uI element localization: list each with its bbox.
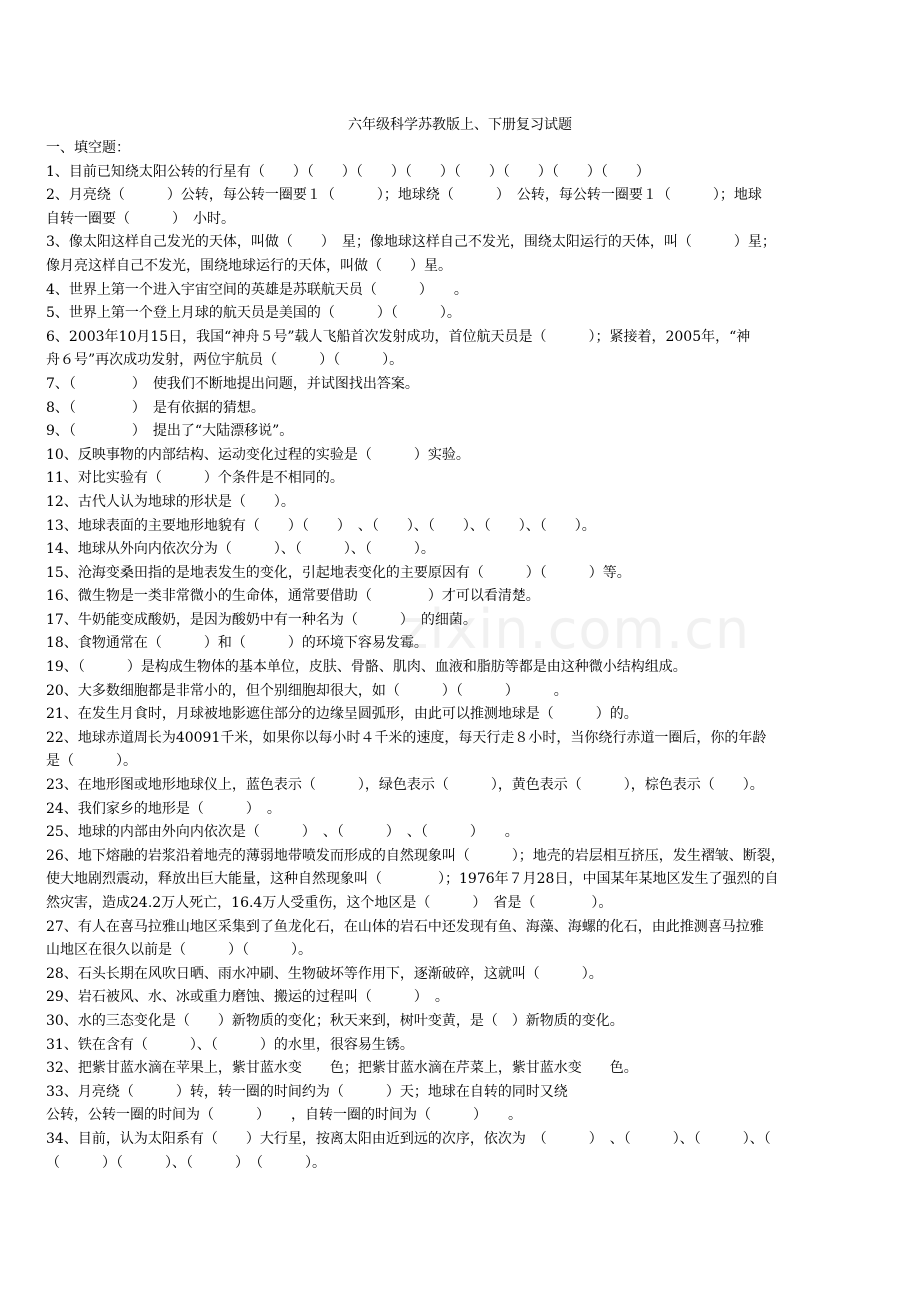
text-line: 29、岩石被风、水、冰或重力磨蚀、搬运的过程叫（ ） 。: [46, 989, 449, 1006]
text-line: 25、地球的内部由外向内依次是（ ） 、（ ） 、（ ） 。: [46, 824, 519, 841]
text-line: 22、地球赤道周长为40091千米，如果你以每小时４千米的速度，每天行走８小时，当你绕行赤道一圈后，你的年龄: [46, 729, 767, 746]
text-line: 然灾害，造成24.2万人死亡，16.4万人受重伤，这个地区是（ ） 省是（ ）。: [46, 895, 613, 911]
text-line: 9、（ ） 提出了“大陆漂移说”。: [46, 423, 294, 440]
text-line: 1、目前已知绕太阳公转的行星有（ ）（ ）（ ）（ ）（ ）（ ）（ ）（ ）: [46, 163, 650, 180]
text-line: 27、有人在喜马拉雅山地区采集到了鱼龙化石，在山体的岩石中还发现有鱼、海藻、海螺的化石，由此推测喜马拉雅: [46, 918, 764, 935]
text-line: 17、牛奶能变成酸奶，是因为酸奶中有一种名为（ ） 的细菌。: [46, 611, 477, 628]
text-line: 山地区在很久以前是（ ）（ ）。: [46, 942, 312, 959]
text-line: 18、食物通常在（ ）和（ ）的环境下容易发霉。: [46, 635, 428, 652]
text-line: 15、沧海变桑田指的是地表发生的变化，引起地表变化的主要原因有（ ）（ ）等。: [46, 564, 631, 581]
text-line: 24、我们家乡的地形是（ ） 。: [46, 800, 281, 817]
text-line: 4、世界上第一个进入宇宙空间的英雄是苏联航天员（ ） 。: [46, 281, 468, 298]
text-line: 是（ ）。: [46, 753, 137, 770]
text-line: 10、反映事物的内部结构、运动变化过程的实验是（ ）实验。: [46, 446, 470, 463]
text-line: 28、石头长期在风吹日晒、雨水冲刷、生物破坏等作用下，逐渐破碎，这就叫（ ）。: [46, 965, 603, 982]
text-line: 像月亮这样自己不发光，围绕地球运行的天体，叫做（ ）星。: [46, 257, 452, 274]
text-line: 8、（ ） 是有依据的猜想。: [46, 399, 265, 416]
text-line: 12、古代人认为地球的形状是（ ）。: [46, 493, 295, 510]
text-line: 20、大多数细胞都是非常小的，但个别细胞却很大，如（ ）（ ） 。: [46, 682, 568, 699]
text-line: 30、水的三态变化是（ ）新物质的变化；秋天来到，树叶变黄，是（ ）新物质的变化。: [46, 1012, 624, 1029]
text-line: 自转一圈要（ ） 小时。: [46, 210, 235, 227]
document-title: 六年级科学苏教版上、下册复习试题: [348, 117, 572, 133]
text-line: 5、世界上第一个登上月球的航天员是美国的（ ）（ ）。: [46, 305, 461, 322]
text-line: 32、把紫甘蓝水滴在苹果上，紫甘蓝水变 色；把紫甘蓝水滴在芹菜上，紫甘蓝水变 色。: [46, 1060, 638, 1077]
text-line: 14、地球从外向内依次分为（ ）、（ ）、（ ）。: [46, 541, 435, 558]
text-line: 11、对比实验有（ ）个条件是不相同的。: [46, 470, 344, 487]
text-line: 3、像太阳这样自己发光的天体，叫做（ ） 星；像地球这样自己不发光，围绕太阳运行的天体，叫（ ）星；: [46, 234, 776, 251]
text-line: 舟６号”再次成功发射，两位宇航员（ ）（ ）。: [46, 352, 404, 369]
text-line: 33、月亮绕（ ）转，转一圈的时间约为（ ）天；地球在自转的同时又绕: [46, 1083, 568, 1100]
text-line: 6、2003年10月15日，我国“神舟５号”载人飞船首次发射成功，首位航天员是（ ）；紧接着，2005年，“神: [46, 328, 751, 345]
text-line: 13、地球表面的主要地形地貌有（ ）（ ） 、（ ）、（ ）、（ ）、（ ）。: [46, 517, 596, 534]
text-line: 一、填空题：: [46, 140, 130, 156]
text-line: 31、铁在含有（ ）、（ ）的水里，很容易生锈。: [46, 1036, 414, 1053]
text-line: 7、（ ） 使我们不断地提出问题，并试图找出答案。: [46, 375, 419, 392]
text-line: 26、地下熔融的岩浆沿着地壳的薄弱地带喷发而形成的自然现象叫（ ）；地壳的岩层相互挤压，发生褶皱、断裂，: [46, 847, 785, 864]
text-line: （ ）（ ）、（ ） （ ）。: [46, 1154, 326, 1171]
text-line: 公转，公转一圈的时间为（ ） ，自转一圈的时间为（ ） 。: [46, 1107, 522, 1124]
text-line: 23、在地形图或地形地球仪上，蓝色表示（ ），绿色表示（ ），黄色表示（ ），棕色表示（ ）。: [46, 777, 764, 794]
text-line: 使大地剧烈震动，释放出巨大能量，这种自然现象叫（ ）；1976年７月28日，中国某年某地区发生了强烈的自: [46, 871, 779, 888]
text-line: 19、（ ）是构成生物体的基本单位，皮肤、骨骼、肌肉、血液和脂肪等都是由这种微小结构组成。: [46, 659, 687, 676]
watermark: zixin.com.cn: [400, 598, 751, 661]
text-line: 2、月亮绕（ ）公转，每公转一圈要１（ ）；地球绕（ ） 公转，每公转一圈要１（ ）；地球: [46, 187, 762, 204]
text-line: 16、微生物是一类非常微小的生命体，通常要借助（ ）才可以看清楚。: [46, 588, 540, 605]
text-line: 34、目前，认为太阳系有（ ）大行星，按离太阳由近到远的次序，依次为 （ ） 、（ ）、（ ）、（: [46, 1130, 771, 1147]
text-line: 21、在发生月食时，月球被地影遮住部分的边缘呈圆弧形，由此可以推测地球是（ ）的。: [46, 706, 638, 723]
